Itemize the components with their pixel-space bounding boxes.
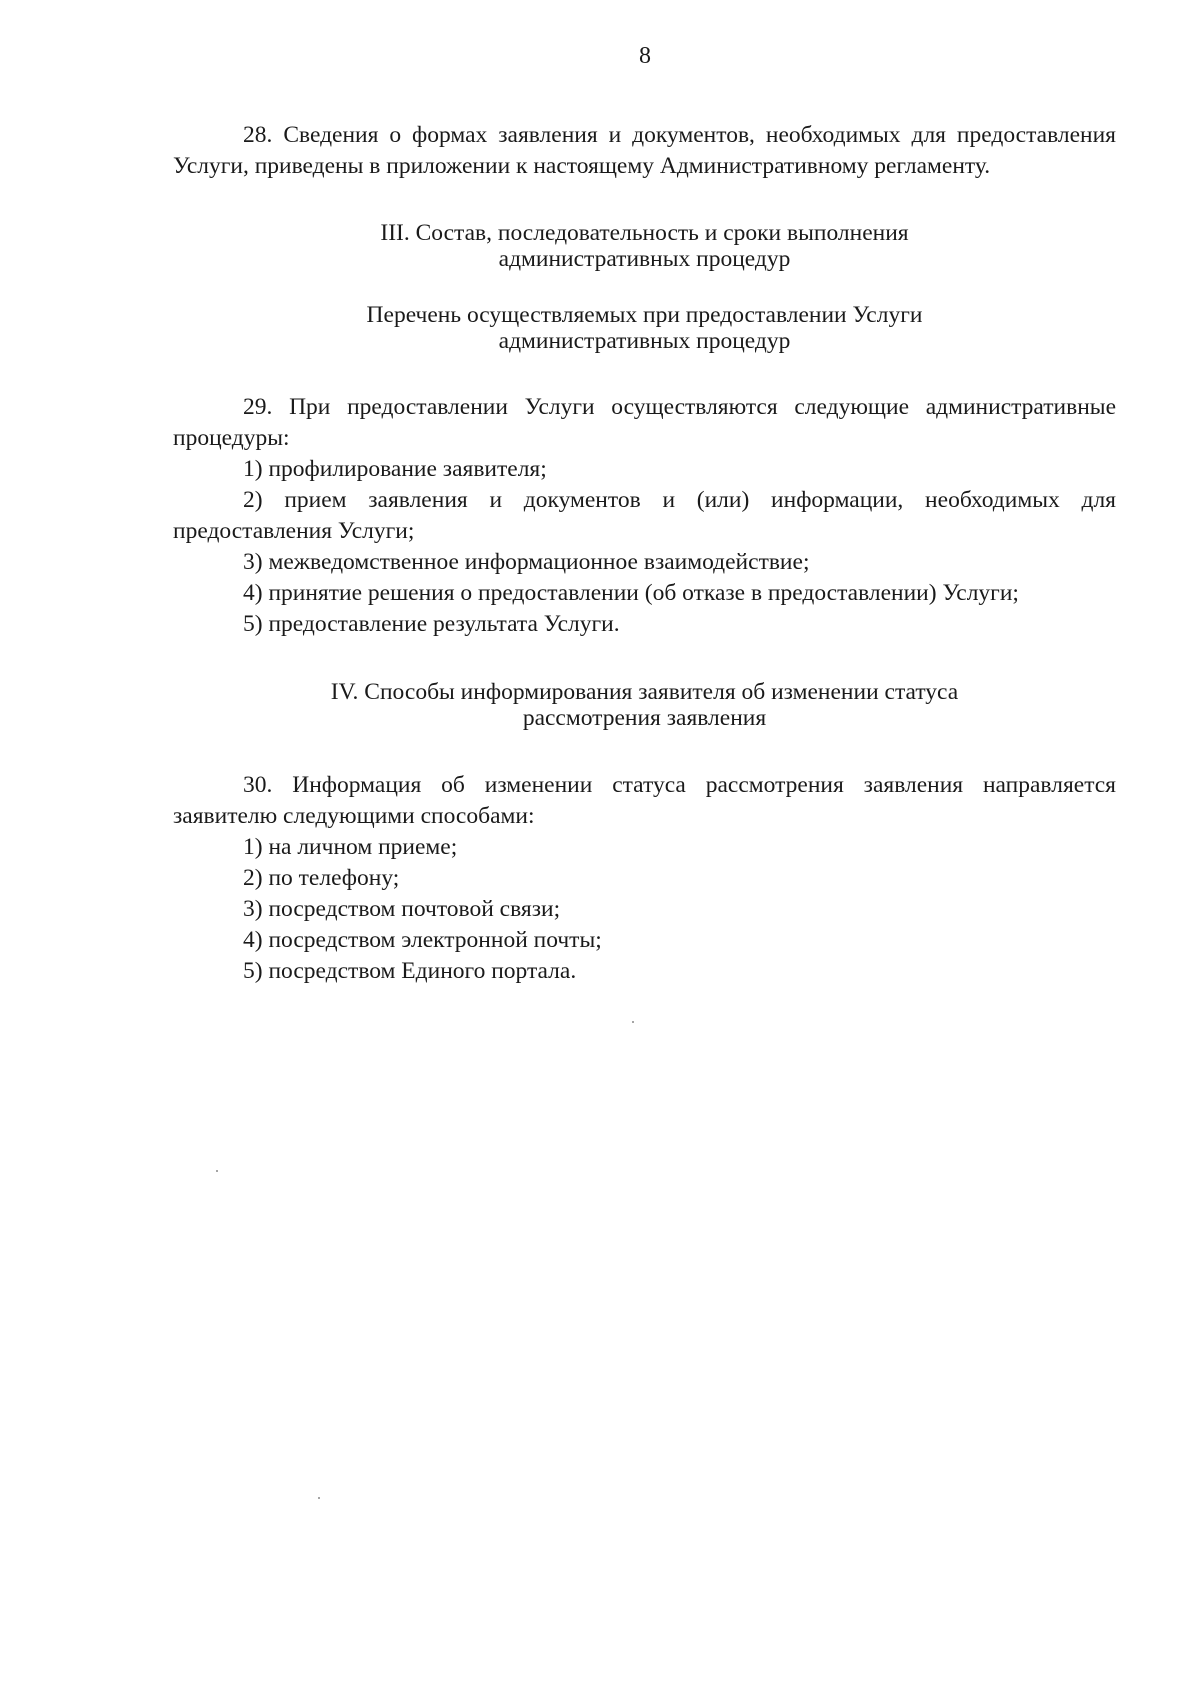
list-item: 3) межведомственное информационное взаимодействие; (243, 549, 810, 575)
paragraph-29-intro: 29. При предоставлении Услуги осуществляются следующие административные процедуры: (173, 394, 1116, 451)
section-3-title-line-1: III. Состав, последовательность и сроки выполнения (380, 220, 909, 246)
list-item: 5) предоставление результата Услуги. (243, 611, 620, 637)
scan-speck (632, 1021, 634, 1023)
paragraph-28: 28. Сведения о формах заявления и документов, необходимых для предоставления Услуги, приведены в приложении к настоящему Административному регламенту. (173, 122, 1116, 179)
page-number: 8 (639, 43, 651, 69)
section-3-title-line-2: административных процедур (498, 246, 791, 272)
list-item: 1) профилирование заявителя; (243, 456, 547, 482)
section-4-heading (173, 679, 1116, 731)
list-item: 3) посредством почтовой связи; (243, 896, 561, 922)
list-item: 2) прием заявления и документов и (или) информации, необходимых для предоставления Услуги; (173, 487, 1116, 544)
section-3-heading (173, 220, 1116, 272)
list-item: 5) посредством Единого портала. (243, 958, 577, 984)
list-item: 1) на личном приеме; (243, 834, 458, 860)
section-3-subtitle-line-1: Перечень осуществляемых при предоставлении Услуги (366, 302, 923, 328)
scan-speck (318, 1497, 320, 1499)
section-4-title-line-2: рассмотрения заявления (522, 705, 767, 731)
document-body (173, 120, 1116, 987)
list-item: 2) по телефону; (243, 865, 400, 891)
paragraph-30-intro: 30. Информация об изменении статуса рассмотрения заявления направляется заявителю следующими способами: (173, 772, 1116, 829)
list-item: 4) посредством электронной почты; (243, 927, 602, 953)
section-4-title-line-1: IV. Способы информирования заявителя об изменении статуса (330, 679, 959, 705)
section-3-subtitle-line-2: административных процедур (498, 328, 791, 354)
scan-speck (216, 1170, 218, 1172)
section-3-subheading (173, 302, 1116, 354)
list-item: 4) принятие решения о предоставлении (об отказе в предоставлении) Услуги; (243, 580, 1019, 606)
